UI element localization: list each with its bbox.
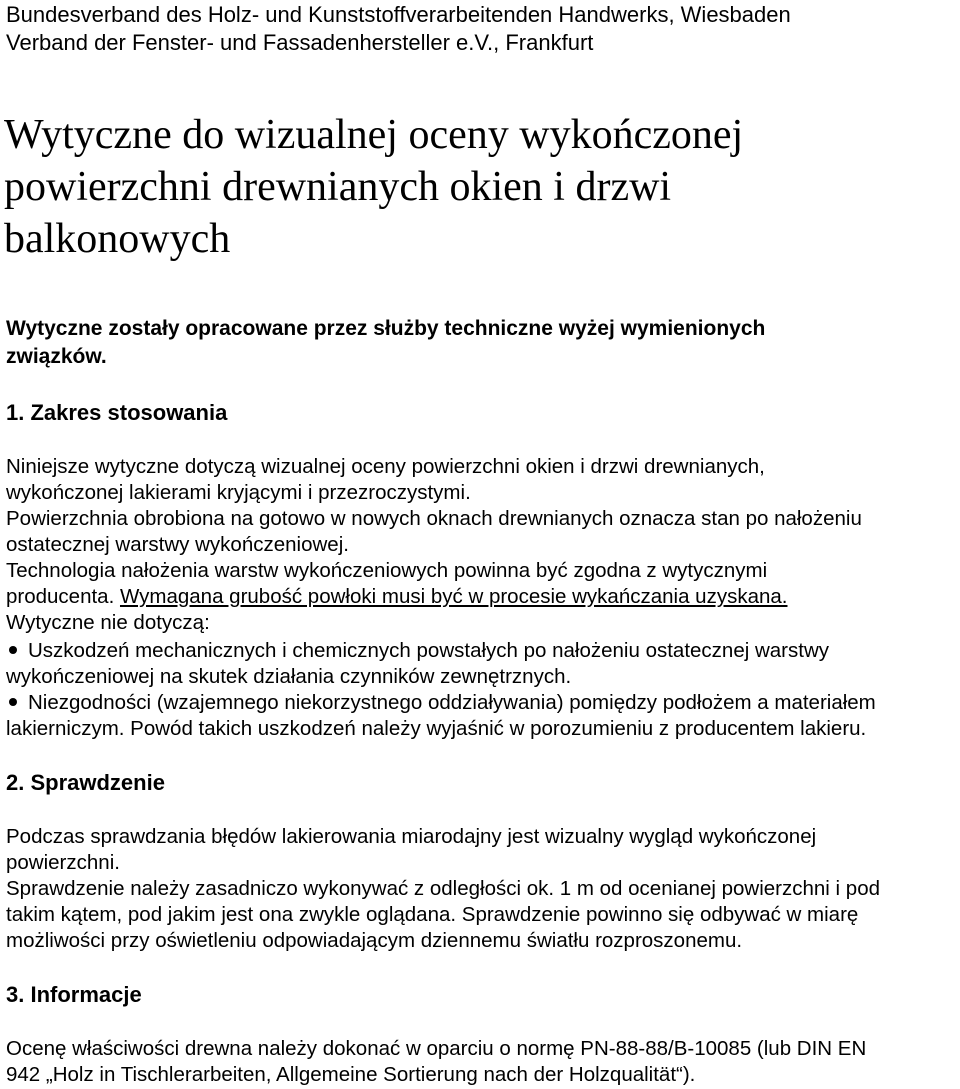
section-2-line-5: możliwości przy oświetleniu odpowiadającym dziennemu światłu rozproszonemu. xyxy=(6,929,743,952)
section-3-heading: 3. Informacje xyxy=(6,982,142,1007)
bullet-1-line-1 xyxy=(6,638,829,664)
section-1-line-1: Niniejsze wytyczne dotyczą wizualnej oceny powierzchni okien i drzwi drewnianych, xyxy=(6,455,765,478)
coating-thickness-note: Wymagana grubość powłoki musi być w procesie wykańczania uzyskana. xyxy=(119,585,788,608)
bullet-dot-icon xyxy=(9,646,17,654)
section-2-heading: 2. Sprawdzenie xyxy=(6,770,165,795)
section-1-line-2: wykończonej lakierami kryjącymi i przezroczystymi. xyxy=(6,481,471,504)
bullet-2-line-2: lakierniczym. Powód takich uszkodzeń należy wyjaśnić w porozumieniu z producentem lakieru. xyxy=(6,717,867,740)
section-1-line-4: ostatecznej warstwy wykończeniowej. xyxy=(6,533,349,556)
section-1-line-6-text: producenta. xyxy=(6,585,120,608)
bullet-2-line-1 xyxy=(6,690,876,716)
section-2-line-3: Sprawdzenie należy zasadniczo wykonywać z odległości ok. 1 m od ocenianej powierzchni i pod xyxy=(6,877,881,900)
section-1-line-5: Technologia nałożenia warstw wykończeniowych powinna być zgodna z wytycznymi xyxy=(6,559,768,582)
title-line-1: Wytyczne do wizualnej oceny wykończonej xyxy=(4,112,744,158)
title-line-2: powierzchni drewnianych okien i drzwi xyxy=(4,164,672,210)
intro-line-1: Wytyczne zostały opracowane przez służby techniczne wyżej wymienionych xyxy=(6,317,766,340)
bullet-1-text-1: Uszkodzeń mechanicznych i chemicznych powstałych po nałożeniu ostatecznej warstwy xyxy=(28,639,830,662)
bullet-dot-icon xyxy=(9,698,17,706)
intro-line-2: związków. xyxy=(6,345,107,368)
not-apply-label: Wytyczne nie dotyczą: xyxy=(6,611,210,634)
section-2-line-2: powierzchni. xyxy=(6,851,120,874)
bullet-1-line-2: wykończeniowej na skutek działania czynników zewnętrznych. xyxy=(6,665,572,688)
section-1-line-3: Powierzchnia obrobiona na gotowo w nowych oknach drewnianych oznacza stan po nałożeniu xyxy=(6,507,862,530)
section-1-heading: 1. Zakres stosowania xyxy=(6,400,228,425)
section-1-line-6 xyxy=(6,584,788,610)
title-line-3: balkonowych xyxy=(4,216,231,262)
header-line-1: Bundesverband des Holz- und Kunststoffverarbeitenden Handwerks, Wiesbaden xyxy=(6,2,791,27)
section-2-line-1: Podczas sprawdzania błędów lakierowania miarodajny jest wizualny wygląd wykończonej xyxy=(6,825,817,848)
header-line-2: Verband der Fenster- und Fassadenhersteller e.V., Frankfurt xyxy=(6,30,594,55)
section-3-line-1: Ocenę właściwości drewna należy dokonać w oparciu o normę PN-88-88/B-10085 (lub DIN EN xyxy=(6,1037,867,1060)
section-3-line-2: 942 „Holz in Tischlerarbeiten, Allgemeine Sortierung nach der Holzqualität“). xyxy=(6,1063,696,1086)
section-2-line-4: takim kątem, pod jakim jest ona zwykle oglądana. Sprawdzenie powinno się odbywać w miarę xyxy=(6,903,859,926)
bullet-2-text-1: Niezgodności (wzajemnego niekorzystnego oddziaływania) pomiędzy podłożem a materiałem xyxy=(28,691,876,714)
